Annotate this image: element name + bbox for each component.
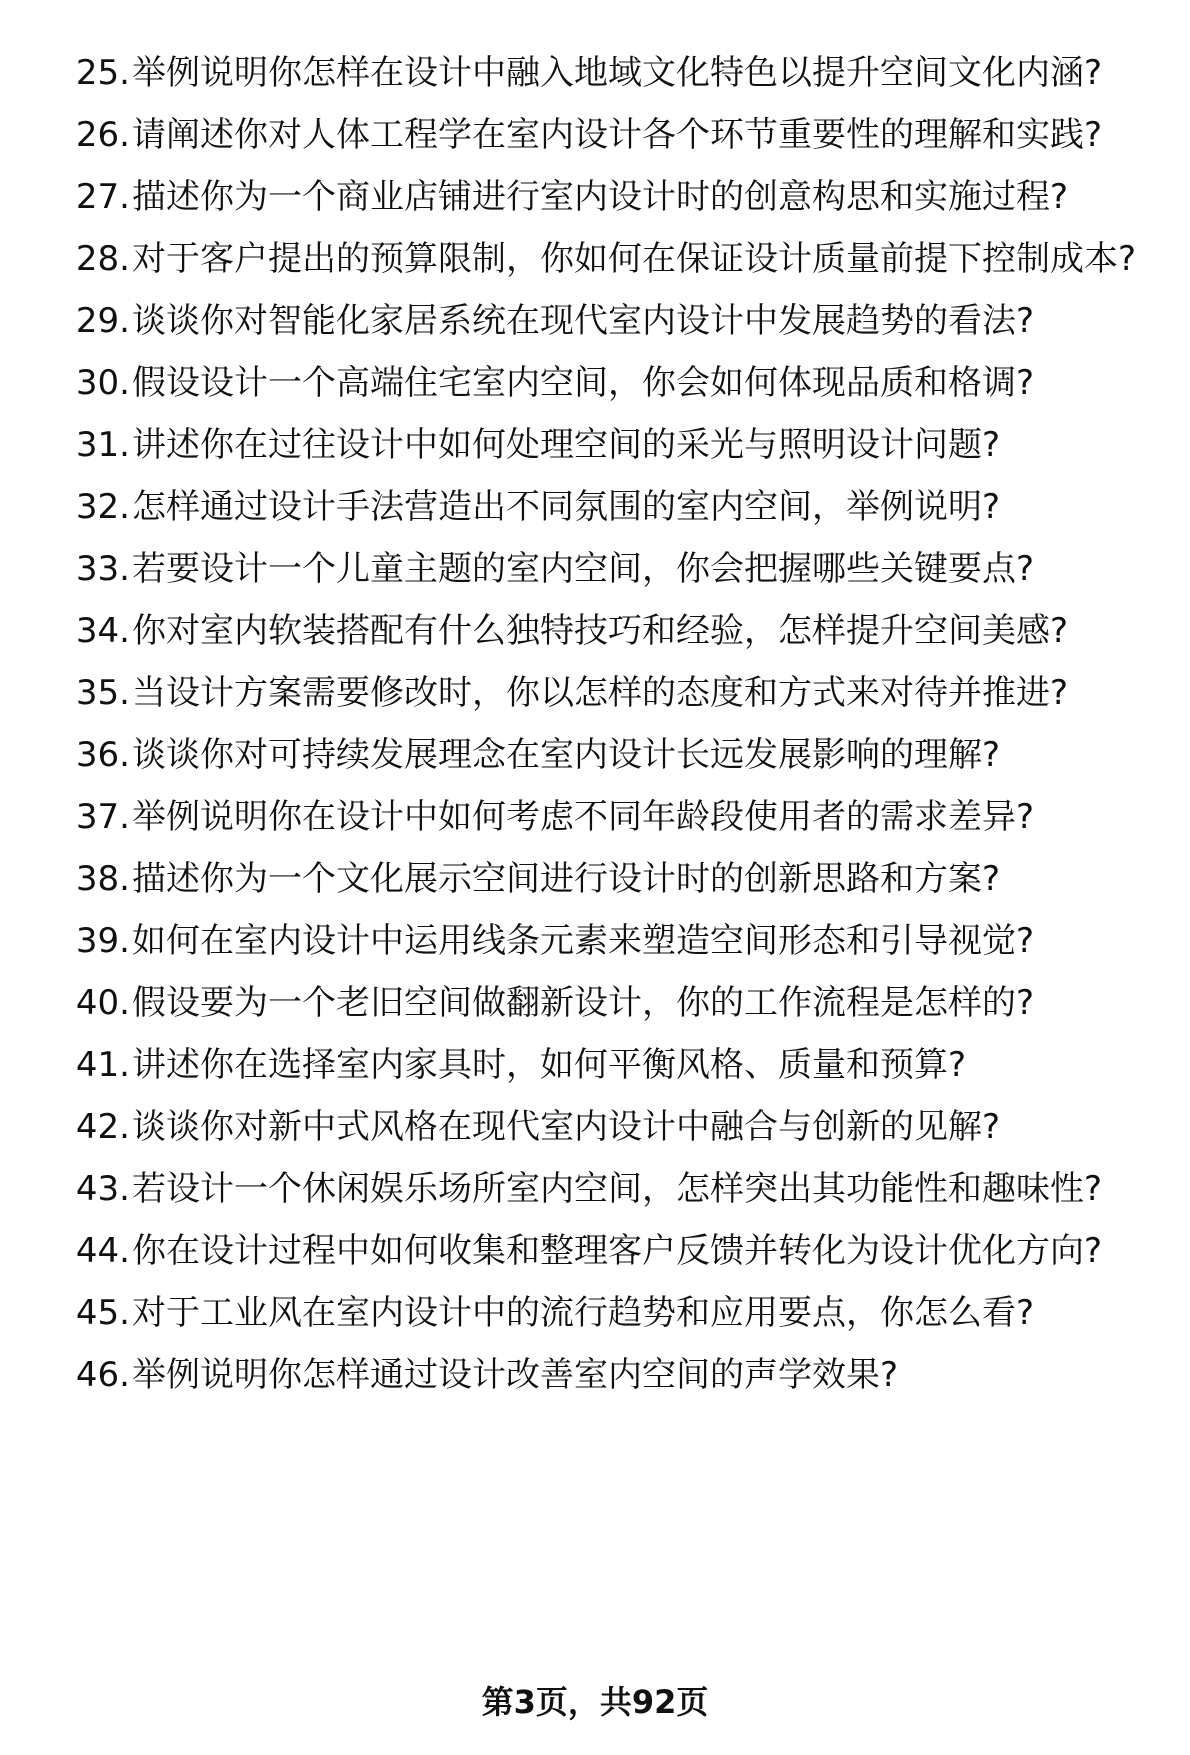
question-item bbox=[0, 1106, 1190, 1148]
question-text: 对于客户提出的预算限制，你如何在保证设计质量前提下控制成本? bbox=[132, 239, 1137, 279]
question-text: 谈谈你对智能化家居系统在现代室内设计中发展趋势的看法? bbox=[132, 301, 1035, 341]
question-number: 38. bbox=[75, 859, 130, 899]
question-text: 讲述你在选择室内家具时，如何平衡风格、质量和预算? bbox=[132, 1045, 967, 1085]
question-text: 谈谈你对新中式风格在现代室内设计中融合与创新的见解? bbox=[132, 1107, 1001, 1147]
question-item bbox=[0, 672, 1190, 714]
question-item bbox=[0, 1044, 1190, 1086]
question-item bbox=[0, 1354, 1190, 1396]
question-text: 谈谈你对可持续发展理念在室内设计长远发展影响的理解? bbox=[132, 735, 1001, 775]
question-item bbox=[0, 982, 1190, 1024]
question-number: 41. bbox=[75, 1045, 130, 1085]
question-text: 你在设计过程中如何收集和整理客户反馈并转化为设计优化方向? bbox=[132, 1231, 1103, 1271]
question-number: 45. bbox=[75, 1293, 130, 1333]
question-number: 34. bbox=[75, 611, 130, 651]
question-text: 举例说明你怎样通过设计改善室内空间的声学效果? bbox=[132, 1355, 899, 1395]
question-text: 若要设计一个儿童主题的室内空间，你会把握哪些关键要点? bbox=[132, 549, 1035, 589]
question-text: 若设计一个休闲娱乐场所室内空间，怎样突出其功能性和趣味性? bbox=[132, 1169, 1103, 1209]
question-text: 怎样通过设计手法营造出不同氛围的室内空间，举例说明? bbox=[132, 487, 1001, 527]
question-text: 讲述你在过往设计中如何处理空间的采光与照明设计问题? bbox=[132, 425, 1001, 465]
question-item bbox=[0, 424, 1190, 466]
question-number: 26. bbox=[75, 115, 130, 155]
question-item bbox=[0, 176, 1190, 218]
question-number: 40. bbox=[75, 983, 130, 1023]
question-text: 描述你为一个文化展示空间进行设计时的创新思路和方案? bbox=[132, 859, 1001, 899]
question-item bbox=[0, 796, 1190, 838]
question-number: 35. bbox=[75, 673, 130, 713]
page-footer bbox=[0, 1682, 1190, 1722]
question-item bbox=[0, 858, 1190, 900]
question-text: 如何在室内设计中运用线条元素来塑造空间形态和引导视觉? bbox=[132, 921, 1035, 961]
question-number: 36. bbox=[75, 735, 130, 775]
question-number: 29. bbox=[75, 301, 130, 341]
question-text: 假设要为一个老旧空间做翻新设计，你的工作流程是怎样的? bbox=[132, 983, 1035, 1023]
question-number: 32. bbox=[75, 487, 130, 527]
question-number: 27. bbox=[75, 177, 130, 217]
question-number: 39. bbox=[75, 921, 130, 961]
question-number: 31. bbox=[75, 425, 130, 465]
question-item bbox=[0, 486, 1190, 528]
question-item bbox=[0, 362, 1190, 404]
question-item bbox=[0, 610, 1190, 652]
question-text: 假设设计一个高端住宅室内空间，你会如何体现品质和格调? bbox=[132, 363, 1035, 403]
question-item bbox=[0, 238, 1190, 280]
question-item bbox=[0, 52, 1190, 94]
question-item bbox=[0, 114, 1190, 156]
question-item bbox=[0, 300, 1190, 342]
page-number-label: 第3页，共92页 bbox=[481, 1683, 709, 1721]
question-text: 对于工业风在室内设计中的流行趋势和应用要点，你怎么看? bbox=[132, 1293, 1035, 1333]
question-number: 46. bbox=[75, 1355, 130, 1395]
question-text: 描述你为一个商业店铺进行室内设计时的创意构思和实施过程? bbox=[132, 177, 1069, 217]
question-number: 30. bbox=[75, 363, 130, 403]
question-list bbox=[0, 52, 1190, 1416]
question-number: 43. bbox=[75, 1169, 130, 1209]
question-item bbox=[0, 734, 1190, 776]
question-text: 你对室内软装搭配有什么独特技巧和经验，怎样提升空间美感? bbox=[132, 611, 1069, 651]
question-number: 37. bbox=[75, 797, 130, 837]
question-number: 25. bbox=[75, 53, 130, 93]
question-text: 请阐述你对人体工程学在室内设计各个环节重要性的理解和实践? bbox=[132, 115, 1103, 155]
question-item bbox=[0, 1292, 1190, 1334]
question-number: 44. bbox=[75, 1231, 130, 1271]
question-number: 42. bbox=[75, 1107, 130, 1147]
question-number: 33. bbox=[75, 549, 130, 589]
question-number: 28. bbox=[75, 239, 130, 279]
question-text: 当设计方案需要修改时，你以怎样的态度和方式来对待并推进? bbox=[132, 673, 1069, 713]
question-item bbox=[0, 1168, 1190, 1210]
question-text: 举例说明你怎样在设计中融入地域文化特色以提升空间文化内涵? bbox=[132, 53, 1103, 93]
question-item bbox=[0, 548, 1190, 590]
question-item bbox=[0, 920, 1190, 962]
question-item bbox=[0, 1230, 1190, 1272]
question-text: 举例说明你在设计中如何考虑不同年龄段使用者的需求差异? bbox=[132, 797, 1035, 837]
